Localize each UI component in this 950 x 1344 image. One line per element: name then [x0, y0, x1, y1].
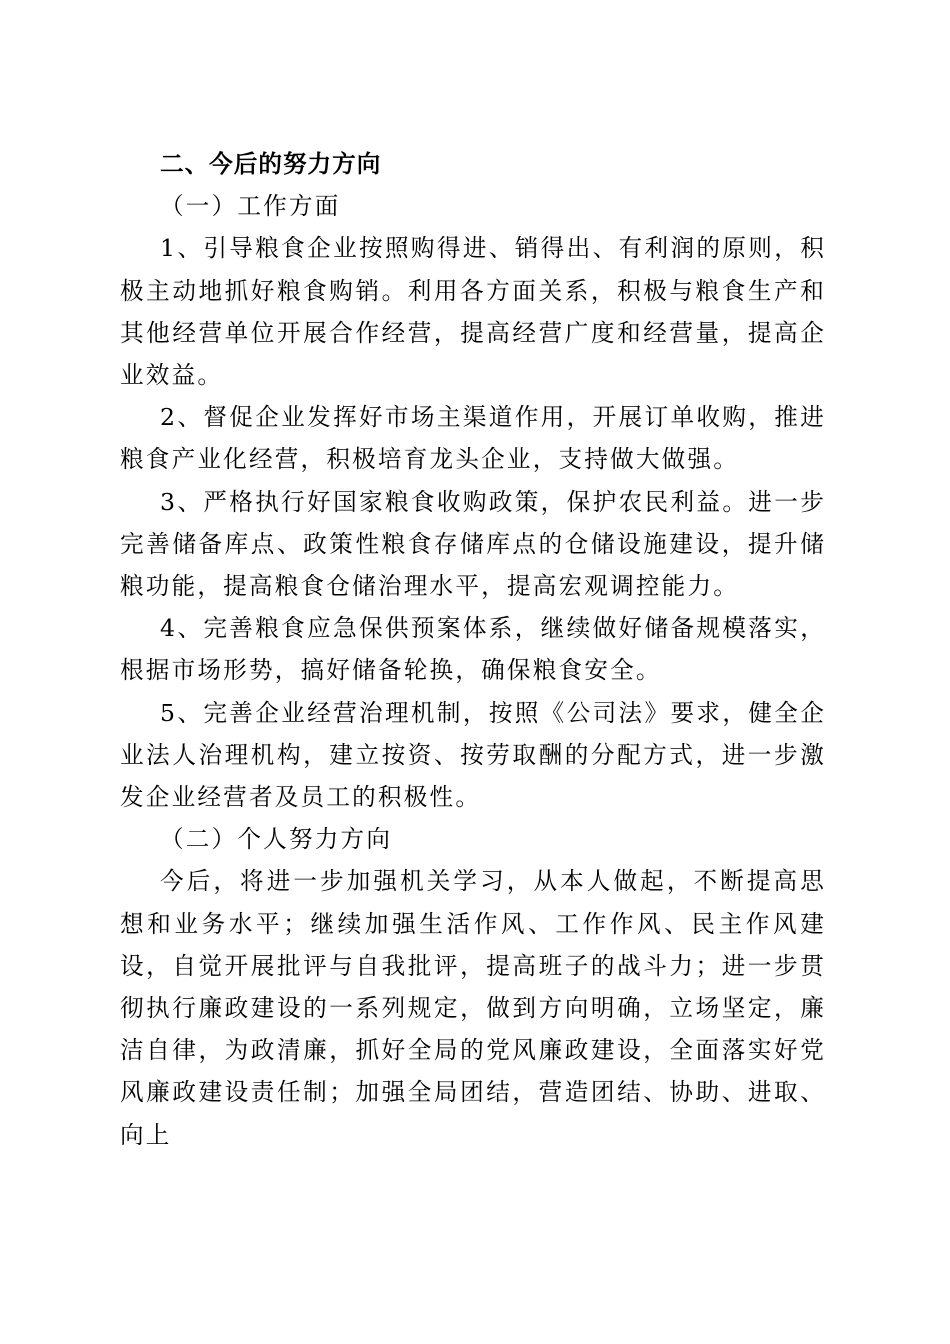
subsection-heading-work: （一）工作方面	[160, 192, 341, 221]
subsection-heading-personal: （二）个人努力方向	[160, 825, 393, 854]
work-item-2: 2、督促企业发挥好市场主渠道作用，开展订单收购，推进粮食产业化经营，积极培育龙头企业，支持做大做强。	[120, 403, 826, 474]
document-body	[120, 143, 826, 1156]
personal-direction-paragraph: 今后，将进一步加强机关学习，从本人做起，不断提高思想和业务水平；继续加强生活作风、工作作风、民主作风建设，自觉开展批评与自我批评，提高班子的战斗力；进一步贯彻执行廉政建设的一系列规定，做到方向明确，立场坚定，廉洁自律，为政清廉，抓好全局的党风廉政建设，全面落实好党风廉政建设责任制；加强全局团结，营造团结、协助、进取、向上	[120, 867, 826, 1149]
work-item-4: 4、完善粮食应急保供预案体系，继续做好储备规模落实，根据市场形势，搞好储备轮换，确保粮食安全。	[120, 614, 826, 685]
work-item-5: 5、完善企业经营治理机制，按照《公司法》要求，健全企业法人治理机构，建立按资、按劳取酬的分配方式，进一步激发企业经营者及员工的积极性。	[120, 698, 826, 812]
work-item-1: 1、引导粮食企业按照购得进、销得出、有利润的原则，积极主动地抓好粮食购销。利用各方面关系，积极与粮食生产和其他经营单位开展合作经营，提高经营广度和经营量，提高企业效益。	[120, 234, 826, 390]
section-heading: 二、今后的努力方向	[160, 150, 382, 178]
work-item-3: 3、严格执行好国家粮食收购政策，保护农民利益。进一步完善储备库点、政策性粮食存储库点的仓储设施建设，提升储粮功能，提高粮食仓储治理水平，提高宏观调控能力。	[120, 487, 826, 601]
